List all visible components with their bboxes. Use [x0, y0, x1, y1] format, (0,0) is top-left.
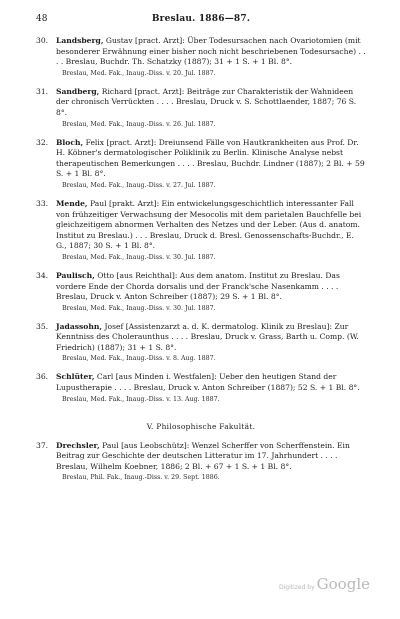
entry-number: 33.: [36, 198, 49, 208]
bibliography-entry: [36, 138, 366, 190]
entry-note: Breslau, Med. Fak., Inaug.-Diss. v. 30. Jul. 1887.: [62, 304, 216, 312]
entry-author: Jadassohn,: [56, 321, 103, 331]
entry-note: Breslau, Phil. Fak., Inaug.-Diss. v. 29. Sept. 1886.: [62, 474, 220, 482]
bibliography-entry: [36, 87, 366, 129]
page-header: [36, 14, 366, 36]
entry-author: Mende,: [56, 198, 88, 208]
bibliography-entry: [36, 372, 366, 403]
digitized-watermark: [279, 575, 370, 593]
entry-author: Sandberg,: [56, 86, 100, 96]
entry-number: 31.: [36, 86, 49, 96]
entry-text: Felix [pract. Arzt]: Dreiunsend Fälle von Hautkrankheiten aus Prof. Dr. H. Köbner's dermatologischer Poliklinik zu Berlin. Klinische Analyse nebst therapeutischen Bemerkungen . . . . Breslau, Buchdr. Lindner (1887); 2 Bl. + 59 S. + 1 Bl. 8°.: [56, 137, 365, 179]
entry-body: [56, 441, 366, 473]
google-logo: Google: [316, 575, 370, 593]
entry-text: Josef [Assistenzarzt a. d. K. dermatolog. Klinik zu Breslau]: Zur Kenntniss des Choleraunthus . . . . Breslau, Druck v. Grass, Barth u. Comp. (W. Friedrich) (1887); 31 + 1 S. 8°.: [56, 321, 359, 352]
entry-body: [56, 372, 366, 393]
entry-text: Paul [prakt. Arzt]: Ein entwickelungsgeschichtlich interessanter Fall von frühzeitiger Verwachsung der Mesocolis mit dem parietalen Bauchfelle bei gleichzeitigem abnormen Verhalten des Netzes und der Leber. (Aus d. anatom. Institut zu Breslau.) . . . Breslau, Druck d. Bresl. Genossenschafts-Buchdr., E. G., 1887; 30 S. + 1 Bl. 8°.: [56, 198, 362, 251]
entry-author: Paulisch,: [56, 270, 95, 280]
running-head: Breslau. 1886—87.: [151, 14, 251, 24]
watermark-prefix: Digitized by: [278, 584, 315, 591]
entry-note: Breslau, Med. Fak., Inaug.-Diss. v. 30. Jul. 1887.: [62, 253, 216, 261]
bibliography-entry: [36, 199, 366, 262]
entry-author: Schlüter,: [56, 372, 95, 382]
entry-text: Richard [pract. Arzt]: Beiträge zur Charakteristik der Wahnideen der chronisch Verrückten . . . . Breslau, Druck v. S. Schottlaender, 1887; 76 S. 8°.: [56, 86, 357, 117]
section-heading: V. Philosophische Fakultät.: [146, 421, 256, 431]
entry-body: [56, 87, 366, 119]
entry-list-philosophy: [36, 441, 366, 483]
entry-author: Bloch,: [56, 137, 84, 147]
entry-note: Breslau, Med. Fak., Inaug.-Diss. v. 13. Aug. 1887.: [62, 395, 220, 403]
entry-list-medicine: [36, 36, 366, 404]
entry-number: 37.: [36, 440, 49, 450]
bibliography-entry: [36, 441, 366, 483]
entry-number: 35.: [36, 321, 49, 331]
bibliography-entry: [36, 36, 366, 78]
entry-note: Breslau, Med. Fak., Inaug.-Diss. v. 20. Jul. 1887.: [62, 69, 216, 77]
entry-number: 30.: [36, 36, 49, 45]
page-number: 48: [36, 14, 48, 24]
entry-body: [56, 138, 366, 180]
entry-number: 34.: [36, 270, 49, 280]
entry-text: Otto [aus Reichthal]: Aus dem anatom. Institut zu Breslau. Das vordere Ende der Chorda dorsalis und der Franck'sche Nasenkamm . . . . Breslau, Druck v. Anton Schreiber (1887); 29 S. + 1 Bl. 8°.: [56, 270, 340, 302]
entry-body: [56, 271, 366, 303]
entry-author: Landsberg,: [56, 36, 104, 45]
bibliography-entry: [36, 322, 366, 364]
entry-author: Drechsler,: [56, 440, 100, 450]
bibliography-entry: [36, 271, 366, 313]
entry-note: Breslau, Med. Fak., Inaug.-Diss. v. 26. Jul. 1887.: [62, 120, 216, 128]
entry-body: [56, 322, 366, 354]
entry-text: Carl [aus Minden i. Westfalen]: Ueber den heutigen Stand der Lupustherapie . . . . Breslau, Druck v. Anton Schreiber (1887); 52 S. + 1 Bl. 8°.: [56, 372, 360, 393]
entry-body: [56, 36, 366, 68]
entry-text: Gustav [pract. Arzt]: Über Todesursachen nach Ovariotomien (mit besonderer Erwähnung einer bisher noch nicht beschriebenen Todesursache) . . . . Breslau, Buchdr. Th. Schatzky (1887); 31 + 1 S. + 1 Bl. 8°.: [56, 36, 366, 67]
entry-body: [56, 199, 366, 252]
entry-note: Breslau, Med. Fak., Inaug.-Diss. v. 27. Jul. 1887.: [62, 181, 216, 189]
entry-number: 32.: [36, 137, 49, 147]
entry-text: Paul [aus Leobschütz]: Wenzel Scherffer von Scherffenstein. Ein Beitrag zur Geschichte der deutschen Litteratur im 17. Jahrhundert . . . . Breslau, Wilhelm Koebner, 1886; 2 Bl. + 67 + 1 S. + 1 Bl. 8°.: [56, 440, 350, 471]
entry-number: 36.: [36, 372, 49, 382]
entry-note: Breslau, Med. Fak., Inaug.-Diss. v. 8. Aug. 1887.: [62, 355, 216, 363]
